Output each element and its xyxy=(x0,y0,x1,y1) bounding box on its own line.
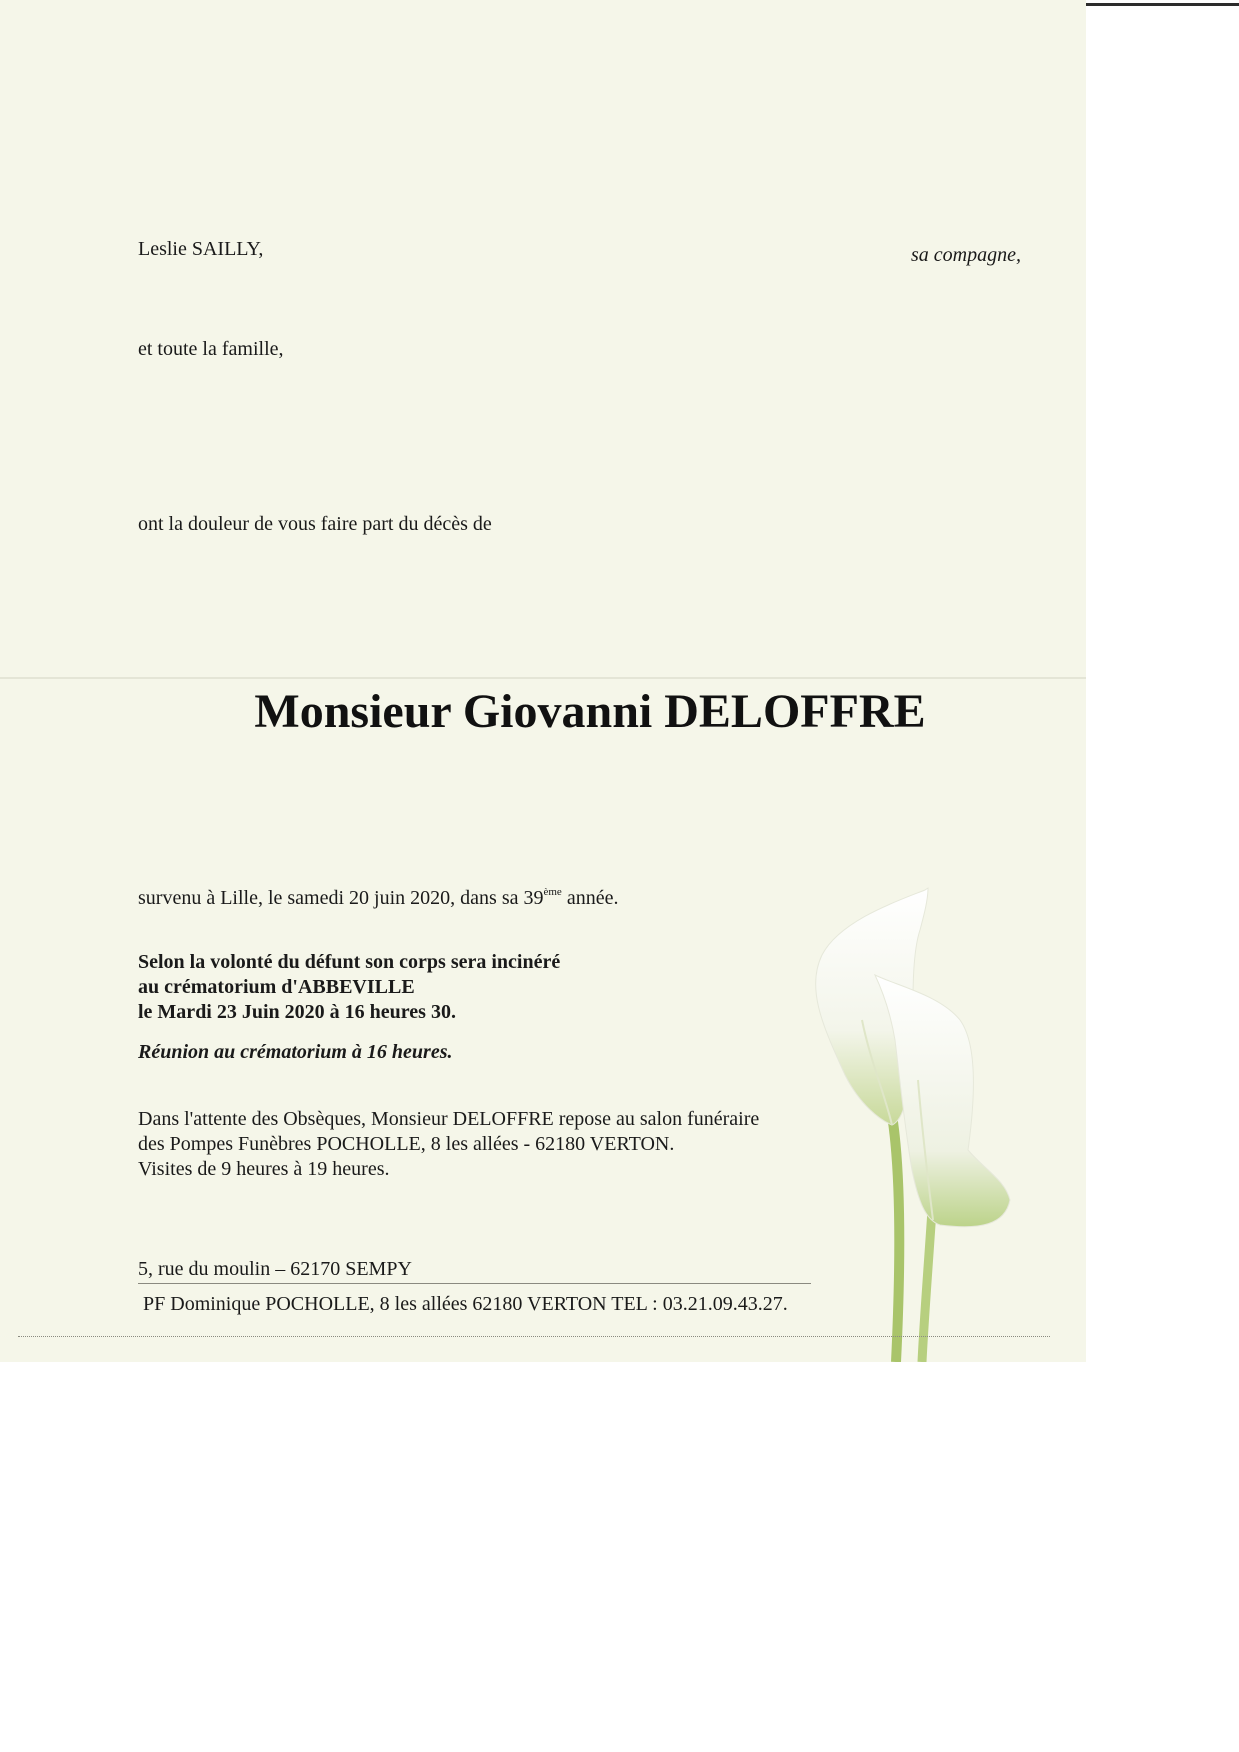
scan-edge xyxy=(1086,3,1239,6)
family-line: et toute la famille, xyxy=(138,338,284,360)
death-details-prefix: survenu à Lille, le samedi 20 juin 2020, dans sa 39 xyxy=(138,887,544,909)
cremation-line: au crématorium d'ABBEVILLE xyxy=(138,976,415,998)
ordinal-suffix: ème xyxy=(543,886,562,898)
death-details xyxy=(138,886,618,910)
funeral-home-info: PF Dominique POCHOLLE, 8 les allées 62180 VERTON TEL : 03.21.09.43.27. xyxy=(143,1293,788,1315)
calla-lily-icon xyxy=(800,880,1030,1362)
family-address: 5, rue du moulin – 62170 SEMPY xyxy=(138,1258,412,1280)
sender-name: Leslie SAILLY, xyxy=(138,238,264,260)
announcement-text: ont la douleur de vous faire part du décès de xyxy=(138,513,492,535)
death-details-suffix: année. xyxy=(561,887,619,909)
visitation-block xyxy=(138,1107,759,1182)
meeting-note: Réunion au crématorium à 16 heures. xyxy=(138,1041,453,1063)
cremation-line: le Mardi 23 Juin 2020 à 16 heures 30. xyxy=(138,1001,456,1023)
address-underline xyxy=(138,1283,811,1284)
visitation-line: Visites de 9 heures à 19 heures. xyxy=(138,1158,390,1180)
sender-relation: sa compagne, xyxy=(911,244,1021,266)
cremation-block xyxy=(138,950,560,1025)
card-fold-line xyxy=(0,677,1086,679)
visitation-line: Dans l'attente des Obsèques, Monsieur DELOFFRE repose au salon funéraire xyxy=(138,1108,760,1130)
visitation-line: des Pompes Funèbres POCHOLLE, 8 les allées - 62180 VERTON. xyxy=(138,1133,675,1155)
deceased-name: Monsieur Giovanni DELOFFRE xyxy=(254,685,926,738)
footer-divider xyxy=(18,1336,1050,1337)
cremation-line: Selon la volonté du défunt son corps sera incinéré xyxy=(138,951,561,973)
